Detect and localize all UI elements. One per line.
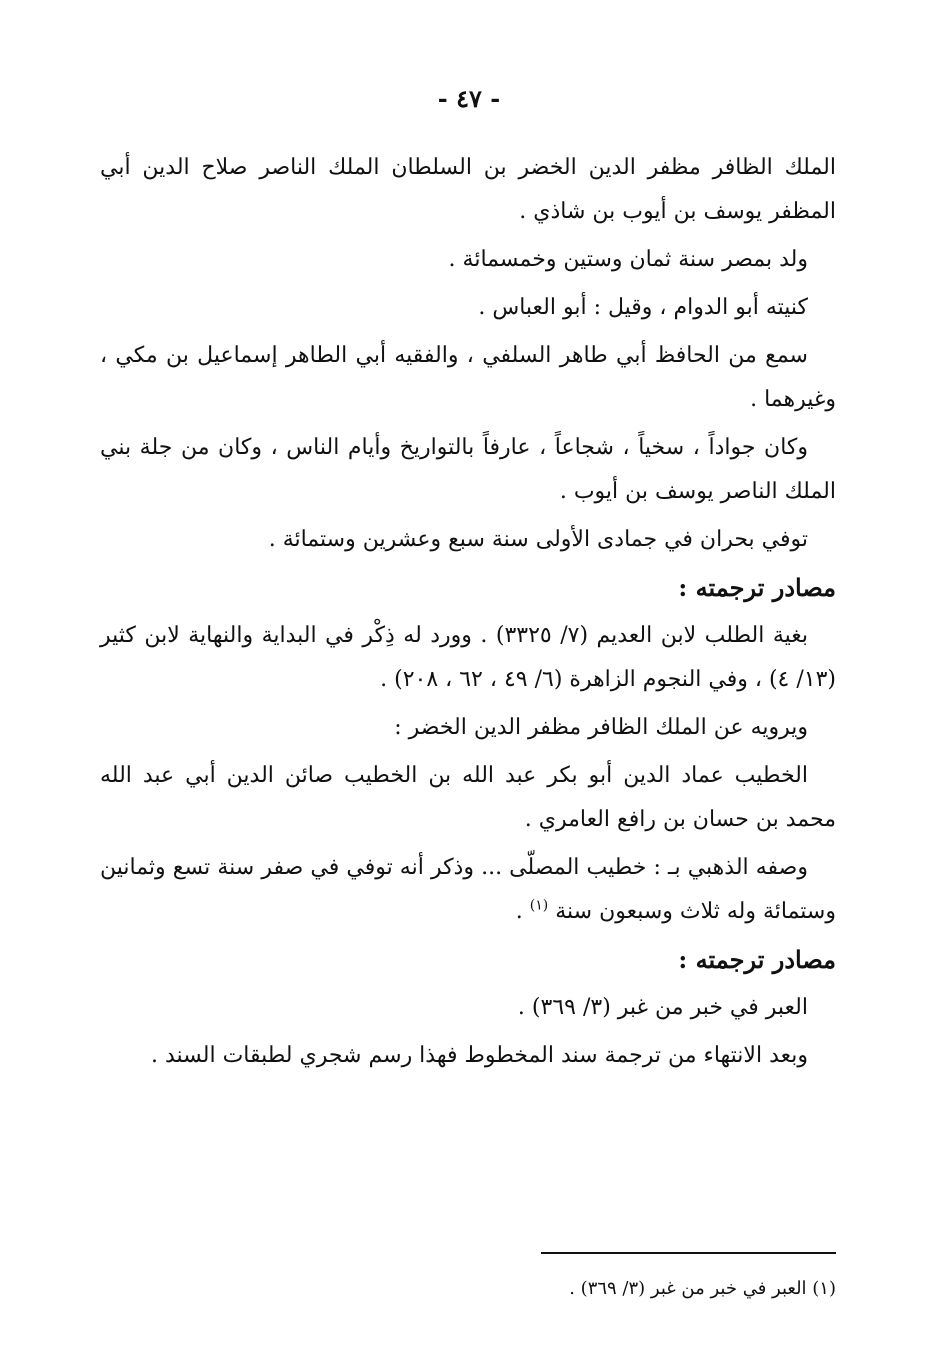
paragraph-dhahabi-description — [100, 846, 836, 934]
paragraph-sources-2: العبر في خبر من غبر (٣/ ٣٦٩) . — [517, 995, 808, 1020]
paragraph-narrator-name: الخطيب عماد الدين أبو بكر عبد الله بن الخطيب صائن الدين أبي عبد الله محمد بن حسان بن رافع العامري . — [100, 763, 836, 832]
main-text — [100, 146, 836, 1082]
paragraph-dhahabi-text: وصفه الذهبي بـ : خطيب المصلّى ... وذكر أنه توفي في صفر سنة تسع وثمانين وستمائة وله ثلاث وسبعون سنة — [100, 855, 836, 924]
footnote-separator — [541, 1252, 836, 1254]
paragraph-sources-1: بغية الطلب لابن العديم (٧/ ٣٣٢٥) . وورد له ذِكْر في البداية والنهاية لابن كثير (١٣/ ٤) ، وفي النجوم الزاهرة (٦/ ٤٩ ، ٦٢ ، ٢٠٨) . — [100, 623, 836, 692]
footnote-marker[interactable]: (١) — [529, 897, 549, 914]
paragraph-dhahabi-tail: . — [515, 899, 530, 924]
paragraph-closing: وبعد الانتهاء من ترجمة سند المخطوط فهذا رسم شجري لطبقات السند . — [150, 1043, 808, 1068]
paragraph-name-lineage: الملك الظافر مظفر الدين الخضر بن السلطان الملك الناصر صلاح الدين أبي المظفر يوسف بن أيوب بن شاذي . — [100, 155, 836, 224]
paragraph-teachers: سمع من الحافظ أبي طاهر السلفي ، والفقيه أبي الطاهر إسماعيل بن مكي ، وغيرهما . — [100, 343, 836, 412]
page-number: - ٤٧ - — [437, 84, 501, 113]
paragraph-narrator-intro: ويرويه عن الملك الظافر مظفر الدين الخضر : — [394, 715, 808, 740]
paragraph-death: توفي بحران في جمادى الأولى سنة سبع وعشرين وستمائة . — [268, 527, 808, 552]
paragraph-birth: ولد بمصر سنة ثمان وستين وخمسمائة . — [448, 247, 808, 272]
paragraph-kunya: كنيته أبو الدوام ، وقيل : أبو العباس . — [478, 295, 808, 320]
paragraph-character: وكان جواداً ، سخياً ، شجاعاً ، عارفاً بالتواريخ وأيام الناس ، وكان من جلة بني الملك الناصر يوسف بن أيوب . — [100, 435, 836, 504]
section-heading-sources-2: مصادر ترجمته : — [678, 945, 836, 974]
section-heading-sources: مصادر ترجمته : — [678, 573, 836, 602]
footnote: (١) العبر في خبر من غبر (٣/ ٣٦٩) . — [569, 1278, 836, 1299]
